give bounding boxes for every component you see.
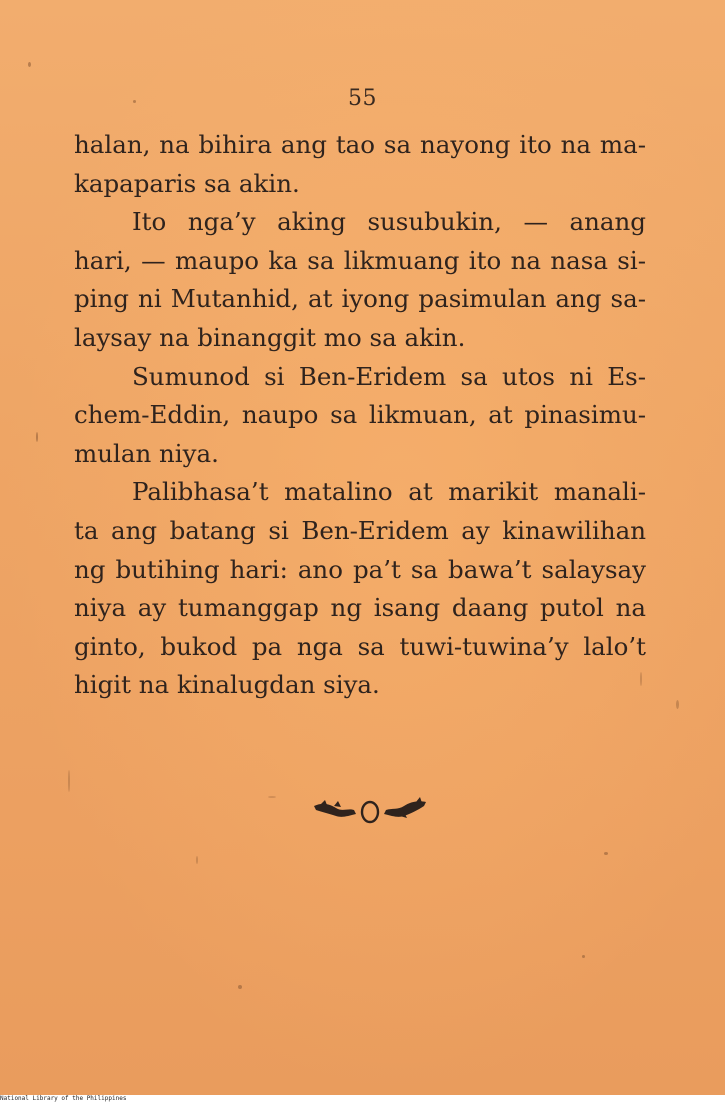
paper-speck xyxy=(196,856,198,864)
footer-credit: National Library of the Philippines xyxy=(0,1095,127,1102)
paper-speck xyxy=(68,770,70,792)
paper-speck xyxy=(604,852,608,855)
text-line: ta ang batang si Ben-Eridem ay kinawilihan xyxy=(74,515,646,545)
text-line: ng butihing hari: ano pa’t sa bawa’t salaysay xyxy=(74,554,646,584)
text-line: ginto, bukod pa nga sa tuwi-tuwina’y lalo’t xyxy=(74,631,646,661)
paper-speck xyxy=(238,985,242,989)
body-text xyxy=(74,126,646,705)
text-line: mulan niya. xyxy=(74,438,219,468)
text-line: hari, — maupo ka sa likmuang ito na nasa si- xyxy=(74,245,646,275)
text-line: halan, na bihira ang tao sa nayong ito na ma- xyxy=(74,130,646,159)
page-number: 55 xyxy=(348,86,377,111)
paper-speck xyxy=(582,955,585,958)
fleuron-ornament-icon xyxy=(312,796,428,830)
text-line: higit na kinalugdan siya. xyxy=(74,670,380,700)
text-line: Palibhasa’t matalino at marikit manali- xyxy=(132,477,646,507)
paper-speck xyxy=(268,796,276,798)
text-line: Sumunod si Ben-Eridem sa utos ni Es- xyxy=(132,361,646,391)
paper-speck xyxy=(28,62,31,67)
text-line: chem-Eddin, naupo sa likmuan, at pinasimu- xyxy=(74,400,646,430)
text-line: laysay na binanggit mo sa akin. xyxy=(74,322,466,352)
text-line: kapaparis sa akin. xyxy=(74,168,300,198)
text-line: niya ay tumanggap ng isang daang putol na xyxy=(74,593,646,623)
text-line: ping ni Mutanhid, at iyong pasimulan ang sa- xyxy=(74,284,646,314)
text-line: Ito nga’y aking susubukin, — anang xyxy=(132,207,646,237)
paper-speck xyxy=(676,700,679,709)
paper-speck xyxy=(36,432,38,442)
